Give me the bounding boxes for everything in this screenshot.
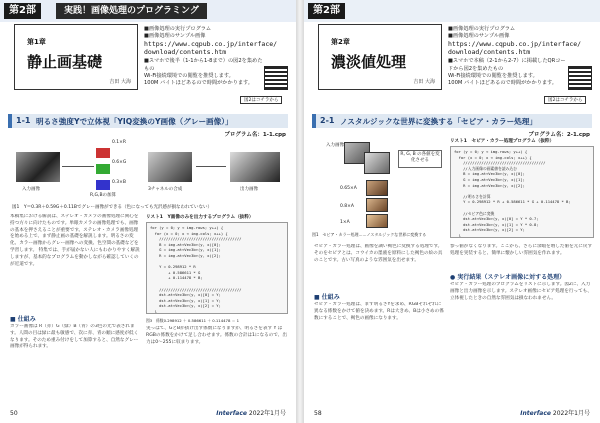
- left-author: 吉田 大海: [109, 79, 131, 85]
- right-sepia-2: [366, 198, 388, 212]
- left-section-title: 明るさ強度Yで立体視「YIQ変換のY画像（グレー画像）」: [36, 117, 233, 126]
- right-magazine-name: Interface: [520, 410, 551, 417]
- right-section-title: ノスタルジックな世界に変換する「セピア・カラー処理」: [340, 117, 537, 126]
- left-section-number: 1-1: [16, 116, 31, 125]
- fig-label-yiq: R,G,Bの加算: [90, 193, 117, 198]
- right-bullet-2: ■画像処理のサンプル画像: [448, 33, 510, 40]
- left-qr-note-1: ■スマホで後半（1-1から1-8まで）の図2を集めたもの: [144, 58, 263, 72]
- left-body-4: 実っぱて、GとBが抜け出す係数になりますが、明るさを表す Y はRGBの係数をかけて足し合わせます。係数の合計は1になるので、出力は0〜255に収まります。: [146, 326, 287, 345]
- right-header-band: [304, 0, 600, 22]
- right-page-number: 58: [314, 410, 322, 417]
- right-subhead-1: ■ 仕組み: [314, 294, 340, 301]
- fig-label-three-channel: 3チャネルの合成: [148, 187, 183, 192]
- output-image: [230, 152, 280, 182]
- left-qr-code[interactable]: [264, 66, 288, 90]
- right-sepia-3: [366, 214, 388, 228]
- left-header-band: [0, 0, 296, 22]
- left-figure-3-caption: 図3 係数0.298912 ＋ 0.586611 ＋ 0.114478 ＝ 1: [146, 318, 240, 323]
- right-url-1[interactable]: https://www.cqpub.co.jp/interface/: [448, 40, 582, 49]
- fig-label-b: 0.3×B: [112, 180, 127, 185]
- gray-result-image: [148, 152, 192, 182]
- right-qr-code[interactable]: [568, 66, 592, 90]
- left-body-1-text: 本稿集における解説は、ステレオ・カメラの画像処理に関心を持つ方々に向けたものです。単眼カメラの画像処理でも、画像の基本を押さえることが重要です。ステレオ・カメラ画像処理を始める上で、まず静止画の基礎を解説します。明るさの変化、カラー画像からグレー画像への変換、色空間の基礎などを学習します。: [10, 214, 139, 253]
- left-page: [0, 0, 296, 423]
- right-author: 吉田 大海: [413, 79, 435, 85]
- right-part-badge: 第2部: [308, 3, 345, 19]
- left-subhead-1: ■ 仕組み: [10, 316, 36, 323]
- left-issue-date: 2022年1月号: [248, 410, 286, 417]
- arrow-1: [62, 166, 94, 167]
- left-body-2-text: 特集では、手が届かない人にもわかりやすく解説しますが、基本的なプログラムを動かしながら確認していくのが近道です。: [10, 247, 140, 267]
- right-qr-label: 図2はコチラから: [544, 96, 586, 104]
- book-spine: [296, 0, 304, 423]
- right-fig-label-08: 0.8×A: [340, 204, 355, 209]
- input-image: [16, 152, 60, 182]
- left-body-1: [10, 214, 140, 312]
- right-bullet-1: ■画像処理の実行プログラム: [448, 26, 516, 32]
- left-magazine-name: Interface: [216, 410, 247, 417]
- left-footer: [216, 408, 286, 417]
- right-chapter-title: 濃淡値処理: [331, 53, 407, 71]
- left-qr-note-3: 100M バイトほどあるので時間がかかります。: [144, 80, 253, 87]
- right-body-1: セピア・カラー処理は、画像を調い褐色に変換する処理です。そのをセピアとは、コウイカの墨液を原料にした褐色の絵の具のことです。古い写真のような雰囲気を出せます。: [314, 244, 443, 263]
- left-figure-1: [8, 138, 288, 202]
- right-listing-title: リスト1 セピア・カラー処理プログラム（抜粋）: [450, 139, 555, 144]
- fig-label-g: 0.6×G: [112, 160, 127, 165]
- fig-label-input: 入力画像: [22, 187, 40, 192]
- left-bullet-1: ■画像処理の実行プログラム: [144, 26, 212, 32]
- right-issue-date: 2022年1月号: [552, 410, 590, 417]
- left-chapter-box: [14, 24, 138, 90]
- right-qr-note-3: 100M バイトほどあるので時間がかかります。: [448, 80, 557, 87]
- left-url-1[interactable]: https://www.cqpub.co.jp/interface/: [144, 40, 278, 49]
- right-subhead-2: ● 実行結果（ステレオ画像に対する処理）: [450, 274, 566, 281]
- right-chapter-box: [318, 24, 442, 90]
- right-code-listing: for (y = 0; y < img.rows; y++) { for (x = 0; x < img.cols; x++) { //////////////////////////////////// //入力画像の画素値を読み込む B = img.at<Vec3b>(y, x)[0]; G = img.at<Vec3b>(y, x)[1]; R = img.at<Vec3b>(y, x)[2]; //明るさを計算 Y = 0.298912 * R + 0.586611 * G + 0.114478 * B; //セピア色に変換 dst.at<Vec3b>(y, x)[0] = Y * 0.7; dst.at<Vec3b>(y, x)[1] = Y * 0.8; dst.at<Vec3b>(y, x)[2] = Y; }: [450, 146, 594, 238]
- right-figure-1-caption: 図1 セピア・カラー処理……ノスタルジックな世界に変換する: [312, 232, 427, 237]
- right-body-2: セピア・カラー処理は、まず明るさYを求め、RGBそれぞれに異なる係数をかけて値を決めます。Rは大きめ、Bは小さめの係数にすることで、褐色の画像になります。: [314, 302, 444, 321]
- left-part-title: 実践！画像処理のプログラミング: [56, 3, 207, 19]
- left-body-3: カラー画像は R（赤）G（緑）B（青）の3色の光で表されます。人間の目は緑に最も敏感で、次に赤、青の順に感度が低くなります。そのため重み付けをして加算すると、自然なグレー画像が得られます。: [10, 324, 139, 350]
- channel-b-image: [96, 180, 110, 190]
- right-section-bar: [312, 114, 592, 128]
- right-program-name: プログラム名：2-1.cpp: [528, 132, 590, 138]
- left-bullet-2: ■画像処理のサンプル画像: [144, 33, 206, 40]
- left-code-listing: for (y = 0; y < img.rows; y++) { for (x = 0; x < img.cols; x++) { //////////////////////////////////// B = img.at<Vec3b>(y, x)[0]; G = img.at<Vec3b>(y, x)[1]; R = img.at<Vec3b>(y, x)[2]; Y = 0.298912 * R + 0.586611 * G + 0.114478 * B; //////////////////////////////////// dst.at<Vec3b>(y, x)[0] = Y; dst.at<Vec3b>(y, x)[1] = Y; dst.at<Vec3b>(y, x)[2] = Y; }: [146, 222, 288, 314]
- right-qr-note-2: Wi-Fi接続環境での閲覧を推奨します。: [448, 72, 538, 79]
- right-sepia-1: [366, 180, 388, 196]
- left-listing-title: リスト1 Y画像のみを出力するプログラム（抜粋）: [146, 215, 254, 220]
- right-chapter-number: 第2章: [331, 38, 350, 46]
- left-part-badge: 第2部: [4, 3, 41, 19]
- right-url-2[interactable]: download/contents.htm: [448, 48, 531, 57]
- left-section-bar: [8, 114, 288, 128]
- right-section-number: 2-1: [320, 116, 335, 125]
- channel-r-image: [96, 148, 110, 158]
- right-fig-label-input: 入力画像: [326, 143, 344, 148]
- right-footer: [520, 408, 590, 417]
- right-y-image: [364, 152, 390, 174]
- left-figure-1-caption: 図1 Y＝0.3R＋0.59G＋0.11Bでグレー画像ができる（色になっても光沢感が損なわれていない）: [12, 205, 213, 210]
- left-qr-note-2: Wi-Fi接続環境での閲覧を推奨します。: [144, 72, 234, 79]
- left-page-number: 50: [10, 410, 18, 417]
- right-fig-label-065: 0.65×A: [340, 186, 357, 191]
- left-program-name: プログラム名：1-1.cpp: [224, 132, 286, 138]
- fig-label-output: 出力画像: [240, 187, 258, 192]
- right-fig-process-box: R, G, B の各値を変化させる: [398, 150, 442, 168]
- fig-label-r: 0.1×R: [112, 140, 127, 145]
- left-chapter-title: 静止画基礎: [27, 53, 103, 71]
- right-page: [304, 0, 600, 423]
- left-url-2[interactable]: download/contents.htm: [144, 48, 227, 57]
- right-qr-note-1: ■スマホで本稿（2-1から2-7）に掲載したQRコードから図2を集めたもの: [448, 58, 566, 72]
- channel-g-image: [96, 164, 110, 174]
- left-qr-label: 図2はコチラから: [240, 96, 282, 104]
- left-chapter-number: 第1章: [27, 38, 46, 46]
- right-fig-label-1: 1×A: [340, 220, 350, 225]
- right-body-3: 参っ値がなくなります。ここから、さらに余暇を増した値を元に戻す処理を実装すると、簡単に懐かしい雰囲気を作れます。: [450, 244, 593, 256]
- right-body-4: セピア・カラー処理のプログラムをリストに示します。図2に、入力画像と出力画像を示します。ステレオ画像にセピア処理を行っても、立体視したときの自然な雰囲気は損なわれません。: [450, 282, 592, 301]
- arrow-2: [196, 166, 226, 167]
